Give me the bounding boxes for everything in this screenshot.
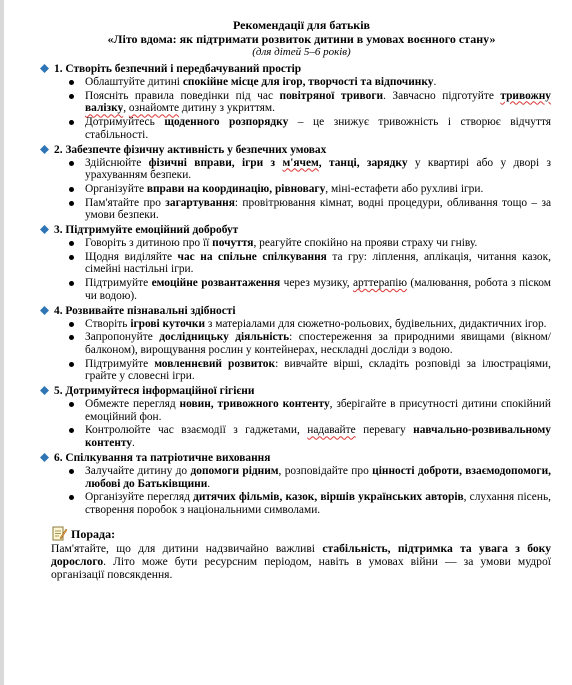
text-run: (малювання, робота з піском чи водою). (85, 277, 551, 302)
text-run: Залучайте дитину до (85, 464, 191, 477)
text-run: , міні-естафети або рухливі ігри. (325, 182, 484, 195)
text-run: Створіть (85, 317, 131, 330)
bullet-icon (69, 362, 74, 367)
text-run: загартування (165, 196, 235, 209)
text-run: мовленнєвий розвиток (154, 357, 276, 370)
text-run: , танці, зарядку (318, 156, 408, 169)
list-item (52, 183, 551, 196)
bullet-icon (69, 201, 74, 206)
page-left-edge (0, 0, 4, 685)
list-item (52, 358, 551, 383)
bullet-icon (69, 120, 74, 125)
list-item (52, 76, 551, 89)
bullet-list (52, 465, 551, 517)
document-subtitle: «Літо вдома: як підтримати розвиток дитини в умовах воєнного стану» (107, 32, 496, 46)
text-run: Говоріть з дитиною про її (85, 237, 213, 250)
section-heading (38, 451, 551, 465)
section-heading (38, 143, 551, 157)
text-run: час на спільне спілкування (177, 250, 327, 263)
text-run: новин, тривожного контенту (179, 398, 330, 411)
text-run: м'ячем (282, 156, 319, 169)
text-run: Щодня виділяйте (85, 250, 178, 263)
text-run: : провітрювання кімнат, водні процедури, обливання тощо – за умови безпеки. (85, 196, 552, 222)
text-run: з матеріалами для сюжетно-рольових, будівельних, дидактичних ігор. (205, 317, 547, 330)
text-run: перевагу (355, 424, 414, 437)
text-run: почуття (212, 237, 254, 250)
tip-heading (51, 527, 551, 541)
text-run: , реагуйте спокійно на прояви страху чи гніву. (253, 237, 478, 250)
text-run: . (433, 76, 437, 88)
text-run: у квартирі або у дворі з урахуванням безпеки. (85, 156, 551, 182)
list-item (52, 424, 551, 449)
document-title: Рекомендації для батьків (232, 18, 371, 32)
text-run: тривожну валізку (85, 89, 551, 115)
list-item (52, 197, 551, 222)
text-run: емоційне розвантаження (151, 277, 281, 290)
text-run: . (207, 477, 211, 490)
bullet-icon (69, 402, 74, 407)
text-run: Підтримуйте (85, 277, 152, 290)
text-run: . Завчасно підготуйте (383, 89, 501, 102)
section-heading (38, 62, 551, 76)
blue-diamond-icon (40, 64, 49, 73)
text-run: дитину з укриттям. (179, 102, 275, 115)
bullet-icon (69, 241, 74, 246)
list-item (52, 491, 551, 516)
text-run: надавайте (307, 424, 356, 437)
text-run: , (123, 102, 129, 115)
text-run: Підтримуйте (85, 357, 155, 370)
tip-text (51, 542, 551, 581)
bullet-icon (69, 335, 74, 340)
list-item (52, 90, 551, 115)
text-run: повітряної тривоги (279, 89, 384, 102)
text-run: дитячих фільмів, казок, віршів українських авторів (193, 491, 464, 504)
bullet-icon (69, 187, 74, 192)
list-item (52, 318, 551, 331)
text-run: дослідницьку діяльність (159, 331, 290, 344)
blue-diamond-icon (40, 386, 49, 395)
section-heading-label: 5. Дотримуйтеся інформаційної гігієни (54, 385, 255, 398)
list-item (52, 116, 551, 141)
blue-diamond-icon (40, 453, 49, 462)
list-item (52, 277, 551, 302)
section-heading-label: 4. Розвивайте пізнавальні здібності (54, 304, 236, 317)
section-heading (38, 304, 551, 318)
document-page (52, 10, 551, 581)
bullet-icon (69, 80, 74, 85)
text-run: вправи на координацію, рівновагу (146, 182, 326, 195)
text-run: та гру: ліплення, аплікація, читання казок, сімейні настільні ігри. (85, 250, 552, 276)
text-run: допомоги рідним (190, 464, 279, 477)
section-heading-label: 6. Спілкування та патріотичне виховання (54, 451, 271, 464)
text-run: – це знижує тривожність і створює відчуття стабільності. (85, 116, 552, 141)
text-run: , зберігайте в присутності дитини спокійний емоційний фон. (85, 398, 551, 423)
sections-container (52, 62, 551, 517)
bullet-list (52, 237, 551, 303)
section-heading-label: 3. Підтримуйте емоційний добробут (54, 224, 239, 237)
tip-heading-label: Порада: (71, 526, 116, 541)
bullet-icon (69, 469, 74, 474)
text-run: цінності доброти, взаємодопомоги, любові до Батьківщини (85, 464, 551, 490)
text-run: навчально-розвивальному контенту (85, 424, 551, 450)
text-run: Організуйте перегляд (85, 491, 194, 504)
text-run: Пам'ятайте про (85, 196, 166, 209)
text-run: Облаштуйте дитині (85, 76, 183, 88)
text-run: Запропонуйте (85, 331, 160, 344)
text-run: : спостереження за природними явищами (вікном/балконом), вирощування рослин у контейнерах, нескладні досліди з водою. (85, 331, 551, 356)
bullet-list (52, 76, 551, 142)
text-run: Обмежте перегляд (85, 398, 180, 411)
text-run: через музику, (280, 277, 353, 290)
blue-diamond-icon (40, 306, 49, 315)
memo-icon (51, 525, 67, 541)
bullet-icon (69, 161, 74, 166)
list-item (52, 237, 551, 250)
text-run: Організуйте (85, 182, 147, 195)
text-run: спокійне місце для ігор, творчості та відпочинку (182, 76, 434, 88)
text-run: , слухання пісень, створення поробок з національними символами. (85, 491, 551, 516)
bullet-list (52, 398, 551, 450)
blue-diamond-icon (40, 225, 49, 234)
bullet-icon (69, 495, 74, 500)
list-item (52, 251, 551, 276)
list-item (52, 465, 551, 490)
text-run: , розповідайте про (278, 464, 373, 477)
section-heading-label: 1. Створіть безпечний і передбачуваний простір (54, 63, 302, 75)
section-heading (38, 223, 551, 237)
text-run: Поясніть правила поведінки під час (85, 89, 280, 102)
list-item (52, 331, 551, 356)
bullet-icon (69, 281, 74, 286)
bullet-icon (69, 94, 74, 99)
text-run: щоденного розпорядку (164, 116, 289, 129)
age-note: (для дітей 5–6 років) (252, 46, 351, 58)
list-item (52, 157, 551, 182)
list-item (52, 398, 551, 423)
text-run: стабільність, підтримка та увага з боку дорослого (51, 541, 551, 568)
text-run: фізичні вправи, ігри з (148, 156, 283, 169)
text-run: : вивчайте вірші, складіть розповіді за ілюстраціями, грайте у словесні ігри. (85, 357, 551, 383)
text-run: Пам'ятайте, що для дитини надзвичайно важливі (51, 541, 323, 555)
bullet-icon (69, 322, 74, 327)
section-heading-label: 2. Забезпечте фізичну активність у безпечних умовах (54, 143, 327, 156)
text-run: ігрові куточки (130, 317, 206, 330)
blue-diamond-icon (40, 145, 49, 154)
text-run: Контролюйте час взаємодії з гаджетами, (85, 424, 308, 437)
text-run: . Літо може бути ресурсним періодом, навіть в умовах війни — за умови мудрої організації повсякдення. (51, 554, 551, 581)
text-run: Здійснюйте (85, 156, 149, 169)
text-run: ознайомте (128, 102, 180, 115)
bullet-list (52, 157, 551, 223)
text-run: арттерапію (353, 277, 407, 290)
bullet-icon (69, 428, 74, 433)
bullet-icon (69, 255, 74, 260)
text-run: Дотримуйтесь (85, 116, 165, 129)
bullet-list (52, 318, 551, 384)
section-heading (38, 384, 551, 398)
text-run: . (132, 437, 135, 450)
